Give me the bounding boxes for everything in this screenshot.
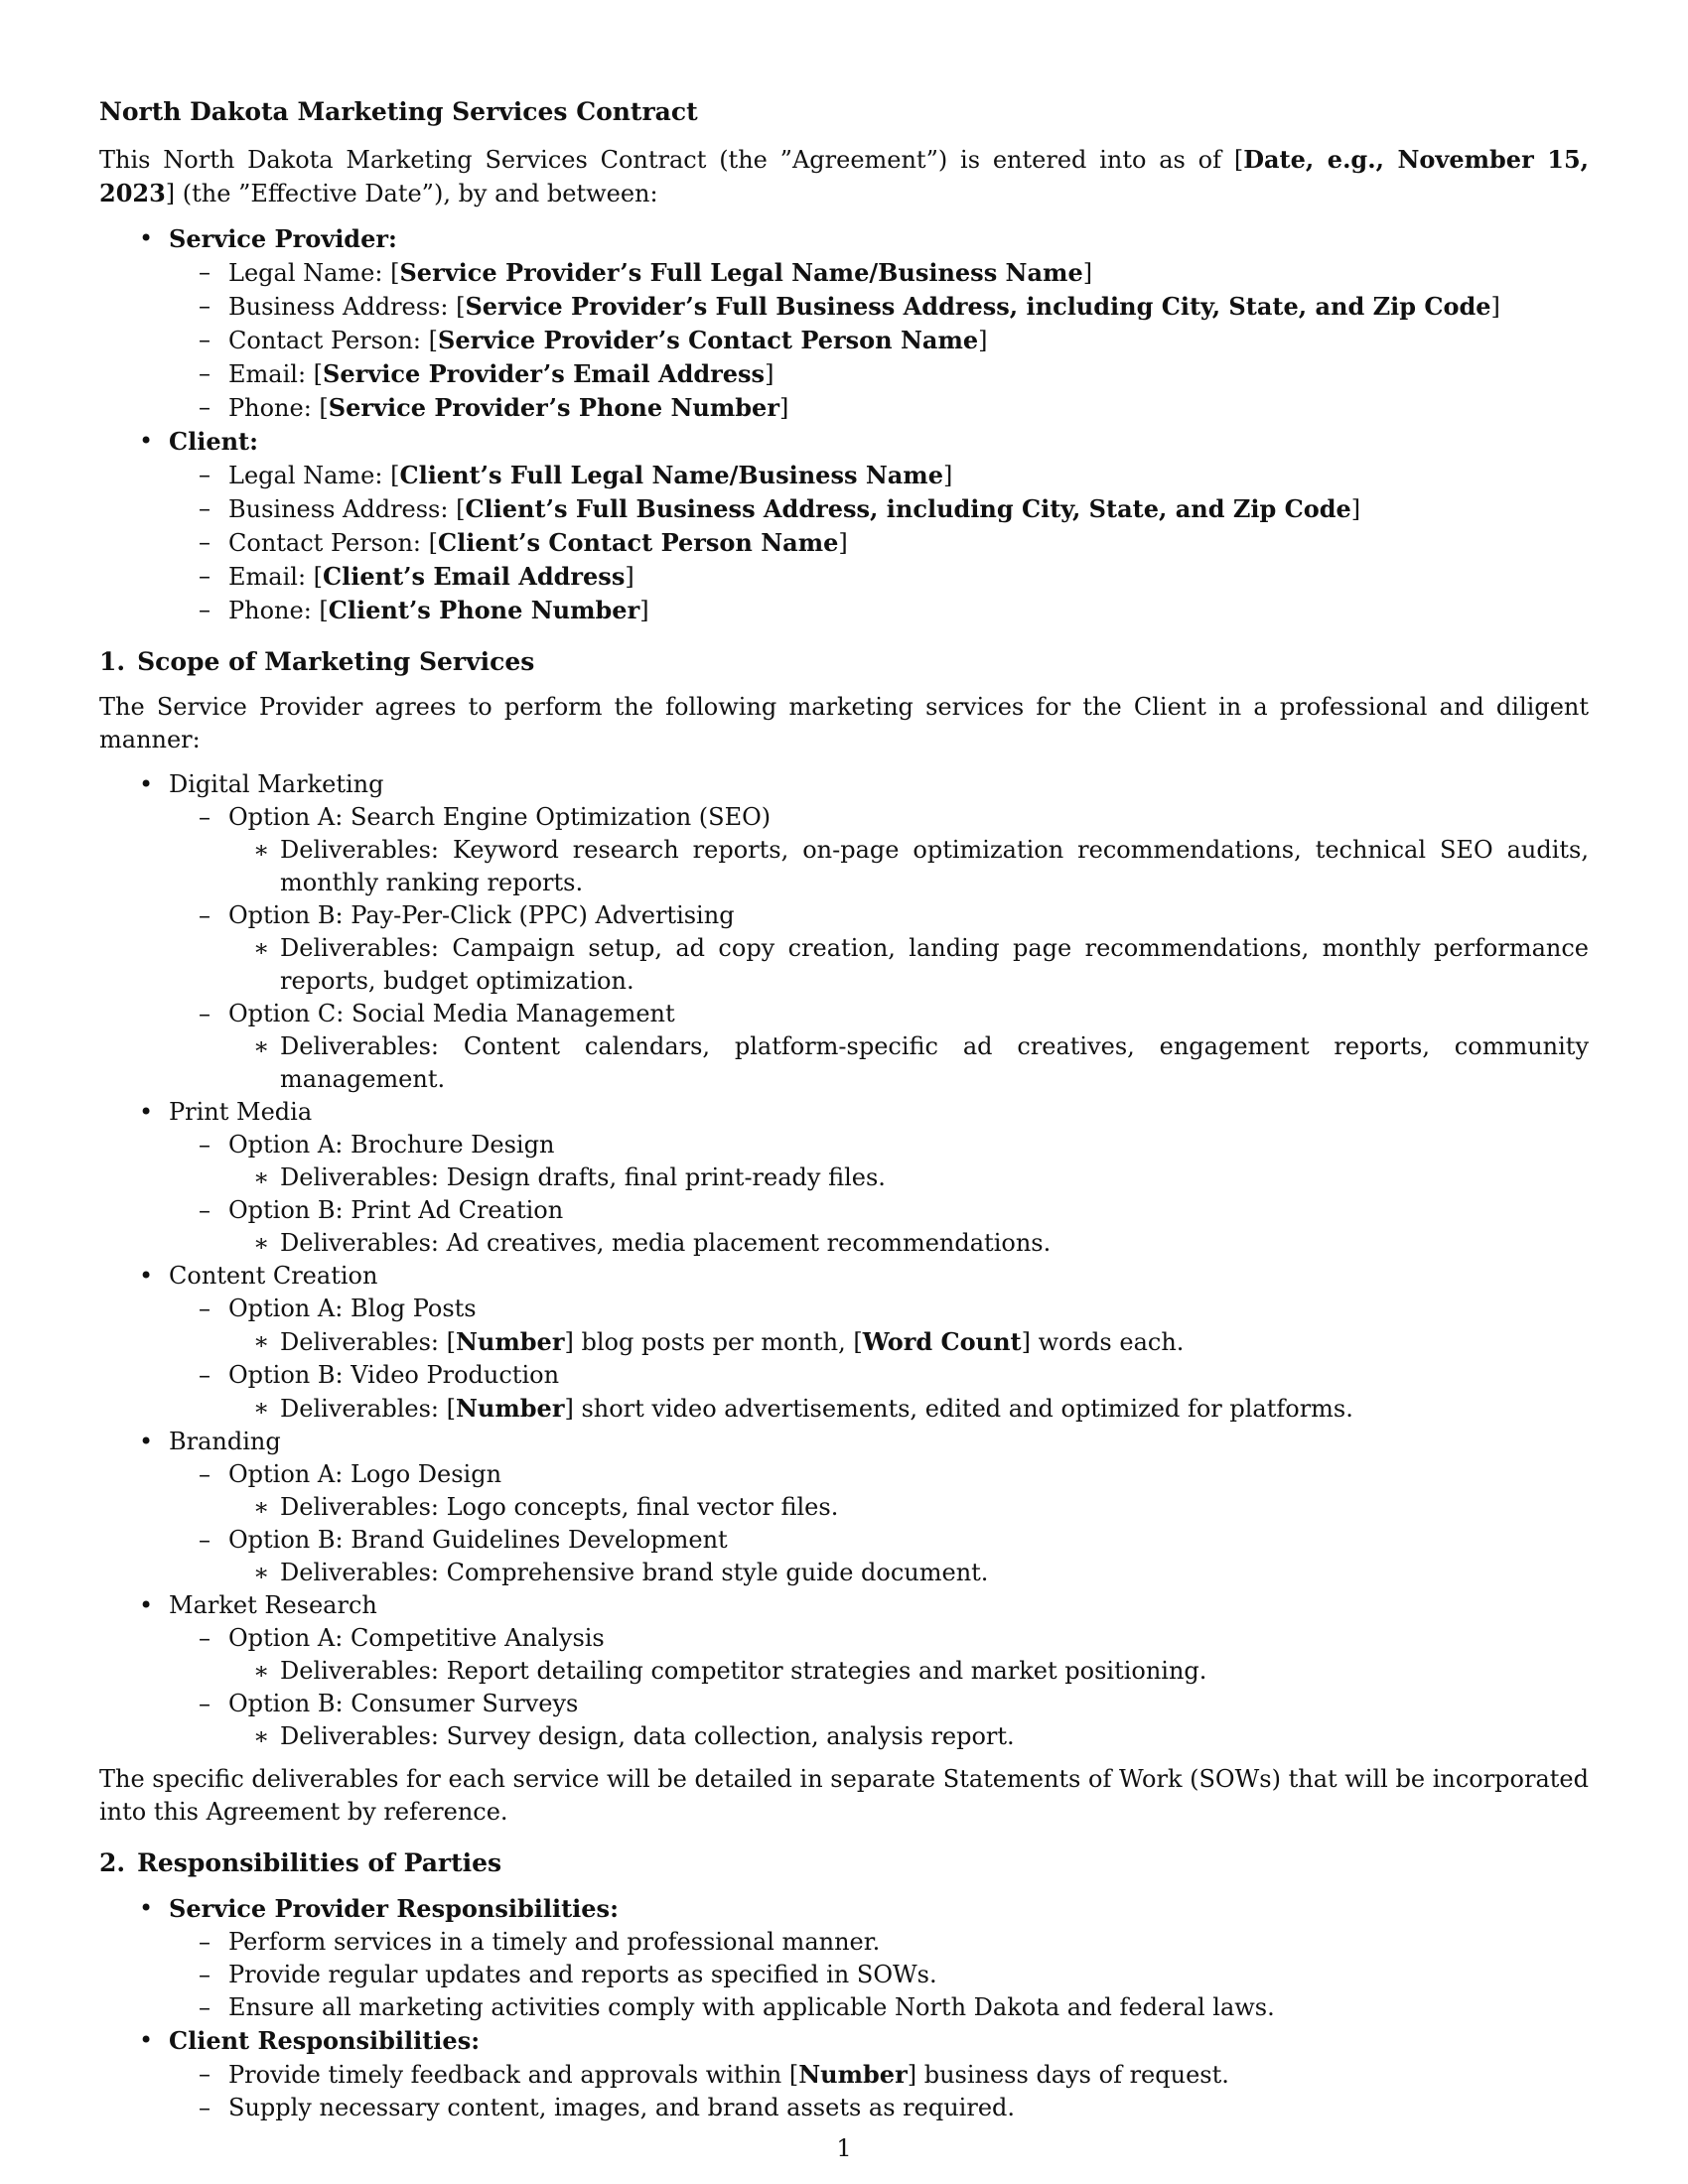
- service-option: – Option A: Brochure Design ∗ Deliverables: Design drafts, final print-ready files.: [99, 1129, 1589, 1194]
- section-2-heading: 2. Responsibilities of Parties: [99, 1848, 502, 1877]
- responsibilities-list: [99, 1892, 1589, 2124]
- deliverable: ∗ Deliverables: Comprehensive brand style guide document.: [99, 1557, 1589, 1589]
- party-field: – Email: [Service Provider’s Email Address]: [99, 357, 1589, 391]
- service-category: • Content Creation – Option A: Blog Posts ∗ Deliverables: [Number] blog posts per month, [Word Count] words each. – Option B: Video Production ∗ Deliverables: [Number] short video advertisements, edited and optimized for platforms.: [99, 1260, 1589, 1426]
- intro-text-2: ] (the ”Effective Date”), by and between:: [165, 180, 658, 207]
- document-title: North Dakota Marketing Services Contract: [99, 97, 698, 126]
- service-option: – Option A: Competitive Analysis ∗ Deliverables: Report detailing competitor strategies and market positioning.: [99, 1622, 1589, 1688]
- responsibility-item: – Supply necessary content, images, and brand assets as required.: [99, 2092, 1589, 2124]
- party-field: – Business Address: [Service Provider’s Full Business Address, including City, State, and Zip Code]: [99, 290, 1589, 324]
- party-field: – Legal Name: [Client’s Full Legal Name/Business Name]: [99, 459, 1589, 492]
- service-option: – Option B: Pay-Per-Click (PPC) Advertising ∗ Deliverables: Campaign setup, ad copy creation, landing page recommendations, monthly performance reports, budget optimization.: [99, 899, 1589, 998]
- deliverable: ∗ Deliverables: Report detailing competitor strategies and market positioning.: [99, 1655, 1589, 1688]
- intro-text: This North Dakota Marketing Services Contract (the ”Agreement”) is entered into as of [: [99, 146, 1244, 174]
- party-field: – Phone: [Client’s Phone Number]: [99, 594, 1589, 627]
- client-responsibilities: • Client Responsibilities: – Provide timely feedback and approvals within [Number] business days of request. – Supply necessary content, images, and brand assets as required.: [99, 2024, 1589, 2124]
- service-option: – Option B: Brand Guidelines Development ∗ Deliverables: Comprehensive brand style guide document.: [99, 1524, 1589, 1589]
- responsibility-item: – Provide timely feedback and approvals within [Number] business days of request.: [99, 2058, 1589, 2092]
- service-category: • Print Media – Option A: Brochure Design ∗ Deliverables: Design drafts, final print-ready files. – Option B: Print Ad Creation ∗ Deliverables: Ad creatives, media placement recommendations.: [99, 1096, 1589, 1260]
- effective-date: Date, e.g., November 15, 2023: [99, 145, 1590, 207]
- responsibility-item: – Provide regular updates and reports as specified in SOWs.: [99, 1959, 1589, 1991]
- service-option: – Option A: Search Engine Optimization (SEO) ∗ Deliverables: Keyword research reports, on-page optimization recommendations, technical SEO audits, monthly ranking reports.: [99, 801, 1589, 899]
- contract-page: [99, 95, 1589, 2134]
- party-field: – Phone: [Service Provider’s Phone Number]: [99, 391, 1589, 425]
- party-field: – Contact Person: [Service Provider’s Contact Person Name]: [99, 324, 1589, 357]
- service-option: – Option B: Video Production ∗ Deliverables: [Number] short video advertisements, edited and optimized for platforms.: [99, 1359, 1589, 1426]
- intro-paragraph: [99, 143, 1589, 210]
- party-field: – Contact Person: [Client’s Contact Person Name]: [99, 526, 1589, 560]
- section-1-intro: The Service Provider agrees to perform the following marketing services for the Client in a professional and diligent manner:: [99, 693, 1589, 753]
- deliverable: ∗ Deliverables: Survey design, data collection, analysis report.: [99, 1720, 1589, 1753]
- deliverable: ∗ Deliverables: Campaign setup, ad copy creation, landing page recommendations, monthly performance reports, budget optimization.: [99, 932, 1589, 998]
- party-client: [99, 425, 1589, 627]
- deliverable: ∗ Deliverables: [Number] blog posts per month, [Word Count] words each.: [99, 1325, 1589, 1359]
- service-category: • Market Research – Option A: Competitive Analysis ∗ Deliverables: Report detailing competitor strategies and market positioning. – Option B: Consumer Surveys ∗ Deliverables: Survey design, data collection, analysis report.: [99, 1589, 1589, 1753]
- deliverable: ∗ Deliverables: [Number] short video advertisements, edited and optimized for platforms.: [99, 1392, 1589, 1426]
- party-heading: Service Provider:: [169, 224, 397, 253]
- deliverable: ∗ Deliverables: Ad creatives, media placement recommendations.: [99, 1227, 1589, 1260]
- provider-responsibilities: • Service Provider Responsibilities: – Perform services in a timely and professional manner. – Provide regular updates and reports as specified in SOWs. – Ensure all marketing activities comply with applicable North Dakota and federal laws.: [99, 1892, 1589, 2024]
- responsibility-item: – Perform services in a timely and professional manner.: [99, 1926, 1589, 1959]
- deliverable: ∗ Deliverables: Keyword research reports, on-page optimization recommendations, technical SEO audits, monthly ranking reports.: [99, 834, 1589, 899]
- service-option: – Option C: Social Media Management ∗ Deliverables: Content calendars, platform-specific ad creatives, engagement reports, community management.: [99, 998, 1589, 1096]
- party-heading: Client:: [169, 427, 258, 456]
- service-option: – Option A: Blog Posts ∗ Deliverables: [Number] blog posts per month, [Word Count] words each.: [99, 1293, 1589, 1359]
- party-service-provider: [99, 222, 1589, 425]
- service-category: • Digital Marketing – Option A: Search Engine Optimization (SEO) ∗ Deliverables: Keyword research reports, on-page optimization recommendations, technical SEO audits, monthly ranking reports. – Option B: Pay-Per-Click (PPC) Advertising ∗ Deliverables: Campaign setup, ad copy creation, landing page recommendations, monthly performance reports, budget optimization. – Option C: Social Media Management ∗ Deliverables: Content calendars, platform-specific ad creatives, engagement reports, community management.: [99, 768, 1589, 1096]
- deliverable: ∗ Deliverables: Design drafts, final print-ready files.: [99, 1161, 1589, 1194]
- party-field: – Legal Name: [Service Provider’s Full Legal Name/Business Name]: [99, 256, 1589, 290]
- service-option: – Option B: Consumer Surveys ∗ Deliverables: Survey design, data collection, analysis report.: [99, 1688, 1589, 1753]
- service-option: – Option A: Logo Design ∗ Deliverables: Logo concepts, final vector files.: [99, 1458, 1589, 1524]
- service-option: – Option B: Print Ad Creation ∗ Deliverables: Ad creatives, media placement recommendations.: [99, 1194, 1589, 1260]
- party-field: – Email: [Client’s Email Address]: [99, 560, 1589, 594]
- deliverable: ∗ Deliverables: Content calendars, platform-specific ad creatives, engagement reports, community management.: [99, 1030, 1589, 1096]
- parties-list: [99, 222, 1589, 627]
- page-number: 1: [836, 2134, 852, 2162]
- party-field: – Business Address: [Client’s Full Business Address, including City, State, and Zip Code]: [99, 492, 1589, 526]
- section-1-heading: 1. Scope of Marketing Services: [99, 647, 535, 676]
- responsibility-item: – Ensure all marketing activities comply with applicable North Dakota and federal laws.: [99, 1991, 1589, 2024]
- deliverable: ∗ Deliverables: Logo concepts, final vector files.: [99, 1491, 1589, 1524]
- service-category: • Branding – Option A: Logo Design ∗ Deliverables: Logo concepts, final vector files. – Option B: Brand Guidelines Development ∗ Deliverables: Comprehensive brand style guide document.: [99, 1426, 1589, 1589]
- section-1-closing: The specific deliverables for each service will be detailed in separate Statements of Work (SOWs) that will be incorporated into this Agreement by reference.: [99, 1765, 1589, 1826]
- services-list: [99, 768, 1589, 1753]
